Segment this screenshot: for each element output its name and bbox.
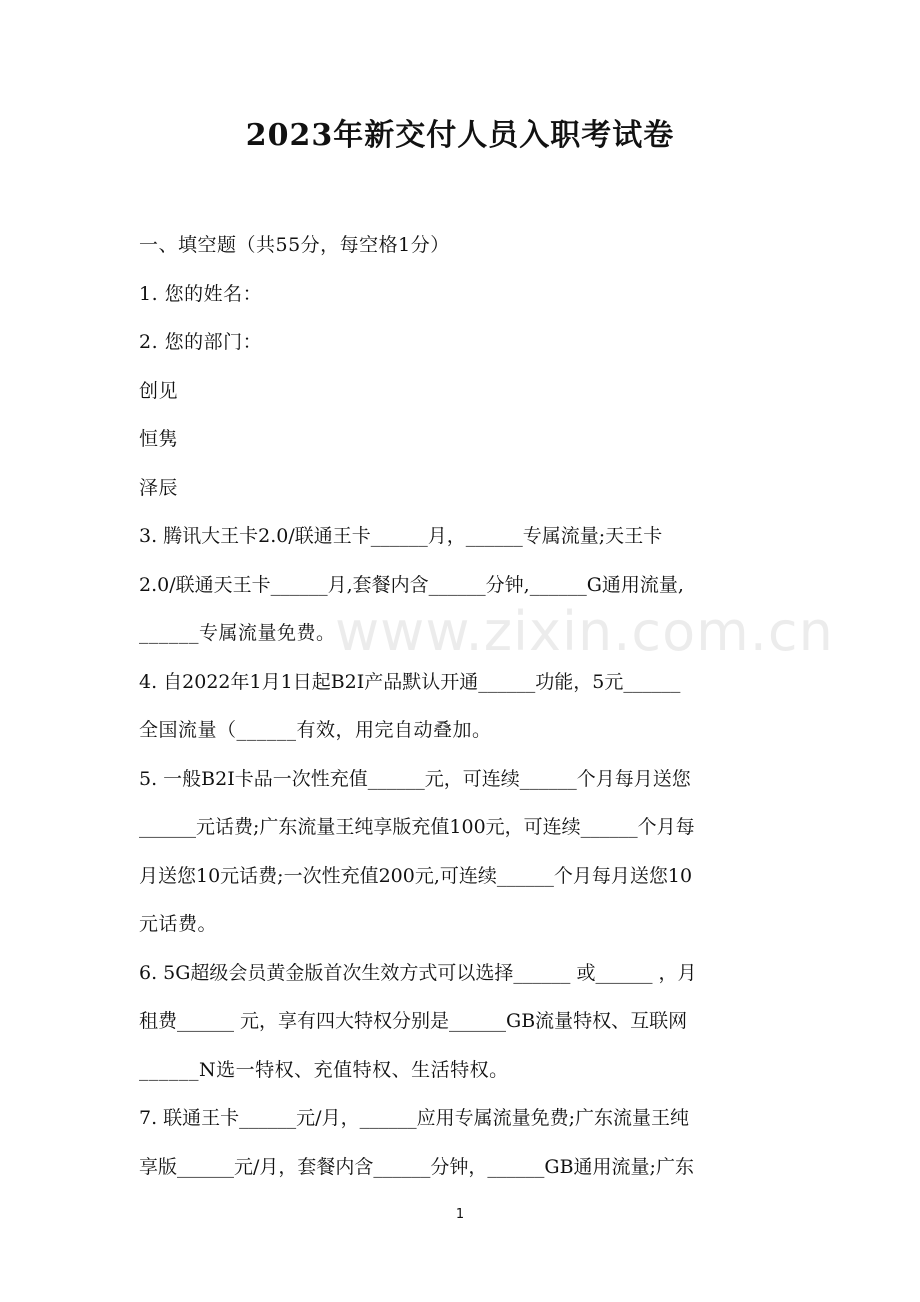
question-text-line: 5. 一般B2I卡品一次性充值______元，可连续______个月每月送您 [139, 767, 691, 790]
watermark: www.zixin.com.cn [335, 600, 834, 663]
exam-body [139, 221, 784, 1191]
department-option: 泽辰 [139, 476, 179, 499]
page-number: 1 [455, 1207, 465, 1222]
department-option: 创见 [139, 379, 179, 402]
question-name: 1. 您的姓名： [139, 282, 263, 305]
question-text-line: ______专属流量免费。 [139, 622, 336, 644]
page-title: 2023年新交付人员入职考试卷 [245, 118, 675, 153]
question-text-line: 享版______元/月，套餐内含______分钟，______GB通用流量;广东 [139, 1155, 694, 1178]
question-department: 2. 您的部门： [139, 331, 263, 353]
question-text-line: 7. 联通王卡______元/月，______应用专属流量免费;广东流量王纯 [139, 1107, 689, 1129]
question-text-line: 月送您10元话费;一次性充值200元,可连续______个月每月送您10 [139, 864, 693, 887]
question-text-line: 全国流量（______有效，用完自动叠加。 [139, 719, 492, 741]
section-heading: 一、填空题（共55分，每空格1分） [139, 234, 450, 256]
question-text-line: ______元话费;广东流量王纯享版充值100元，可连续______个月每 [139, 816, 695, 838]
question-text-line: 6. 5G超级会员黄金版首次生效方式可以选择______ 或______ ，月 [139, 961, 697, 984]
question-text-line: 租费______ 元，享有四大特权分别是______GB流量特权、互联网 [139, 1010, 688, 1032]
question-text-line: 元话费。 [139, 913, 218, 935]
department-option: 恒隽 [139, 428, 179, 450]
question-text-line: ______N选一特权、充值特权、生活特权。 [139, 1058, 509, 1081]
question-text-line: 4. 自2022年1月1日起B2I产品默认开通______功能，5元______ [139, 670, 681, 693]
question-text-line: 3. 腾讯大王卡2.0/联通王卡______月，______专属流量;天王卡 [139, 525, 663, 547]
question-text-line: 2.0/联通天王卡______月,套餐内含______分钟,______G通用流量, [139, 573, 684, 596]
